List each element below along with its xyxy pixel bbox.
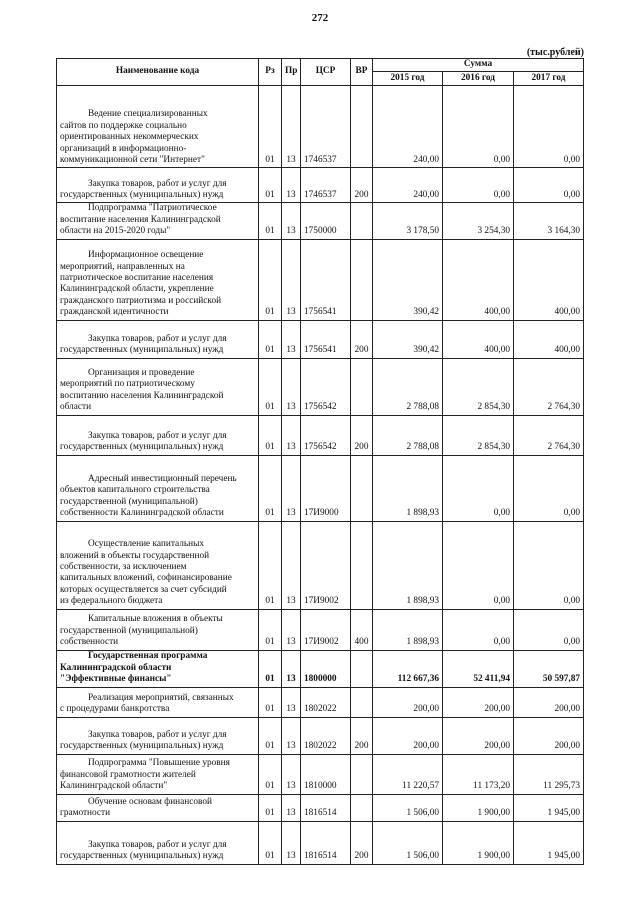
- cell-name-line: государственных (муниципальных) нужд: [60, 190, 224, 200]
- header-pr: Пр: [282, 59, 301, 86]
- cell-rz: 01: [259, 521, 282, 609]
- cell-name-line: Подпрограмма "Повышение уровня: [88, 758, 230, 769]
- cell-name-line: воспитанию населения Калининградской: [60, 390, 224, 401]
- cell-name: [57, 794, 259, 821]
- cell-name-line: собственности: [60, 637, 119, 648]
- header-2015: 2015 год: [373, 72, 443, 86]
- cell-csr: 17И9000: [301, 455, 351, 521]
- cell-name-line: Закупка товаров, работ и услуг для: [88, 729, 227, 740]
- cell-rz: 01: [259, 239, 282, 320]
- header-csr: ЦСР: [301, 59, 351, 86]
- cell-v2016: 0,00: [443, 609, 514, 650]
- cell-vr: 200: [351, 821, 373, 864]
- table-row: [57, 320, 584, 358]
- cell-name-line: мероприятий по патриотическому: [60, 379, 195, 390]
- cell-rz: 01: [259, 754, 282, 794]
- cell-name-line: сайтов по поддержке социально: [60, 120, 187, 131]
- cell-csr: 1756541: [301, 320, 351, 358]
- cell-name: [57, 320, 259, 358]
- cell-pr: 13: [282, 86, 301, 168]
- cell-v2017: 200,00: [514, 717, 584, 754]
- cell-rz: 01: [259, 358, 282, 415]
- cell-rz: 01: [259, 794, 282, 821]
- cell-pr: 13: [282, 168, 301, 203]
- cell-v2016: 3 254,30: [443, 203, 514, 239]
- table-row: [57, 650, 584, 687]
- cell-v2017: 400,00: [514, 239, 584, 320]
- cell-v2016: 200,00: [443, 687, 514, 717]
- cell-name-line: Закупка товаров, работ и услуг для: [88, 178, 227, 189]
- cell-name-line: государственных (муниципальных) нужд: [60, 442, 224, 453]
- cell-csr: 17И9002: [301, 609, 351, 650]
- cell-name-line: воспитание населения Калининградской: [60, 214, 221, 225]
- cell-csr: 1800000: [301, 650, 351, 687]
- cell-name-line: Закупка товаров, работ и услуг для: [88, 333, 227, 344]
- cell-v2016: 11 173,20: [443, 754, 514, 794]
- cell-v2015: 200,00: [373, 687, 443, 717]
- cell-v2016: 2 854,30: [443, 415, 514, 455]
- cell-v2015: 1 898,93: [373, 609, 443, 650]
- cell-name-line: Капитальные вложения в объекты: [88, 614, 223, 625]
- table-header: [57, 59, 584, 86]
- cell-vr: 200: [351, 168, 373, 203]
- cell-pr: 13: [282, 320, 301, 358]
- cell-vr: [351, 521, 373, 609]
- cell-name-line: государственной (муниципальной): [60, 496, 198, 507]
- cell-rz: 01: [259, 717, 282, 754]
- table-row: [57, 203, 584, 239]
- cell-name-line: Реализация мероприятий, связанных: [88, 692, 234, 703]
- cell-v2015: 1 506,00: [373, 821, 443, 864]
- cell-v2017: 0,00: [514, 455, 584, 521]
- cell-v2016: 200,00: [443, 717, 514, 754]
- cell-name-line: области на 2015-2020 годы": [60, 226, 171, 237]
- cell-name-line: Осуществление капитальных: [88, 539, 204, 550]
- cell-vr: [351, 203, 373, 239]
- cell-name: [57, 821, 259, 864]
- cell-name-line: мероприятий, направленных на: [60, 261, 185, 272]
- cell-rz: 01: [259, 687, 282, 717]
- cell-v2015: 2 788,08: [373, 358, 443, 415]
- cell-pr: 13: [282, 203, 301, 239]
- cell-name: [57, 650, 259, 687]
- cell-name-line: Государственная программа: [88, 651, 208, 662]
- cell-v2017: 1 945,00: [514, 821, 584, 864]
- table-row: [57, 168, 584, 203]
- cell-rz: 01: [259, 203, 282, 239]
- header-vr: ВР: [351, 59, 373, 86]
- cell-csr: 1756542: [301, 358, 351, 415]
- cell-v2016: 52 411,94: [443, 650, 514, 687]
- cell-v2017: 0,00: [514, 521, 584, 609]
- cell-v2015: 240,00: [373, 86, 443, 168]
- cell-vr: 200: [351, 320, 373, 358]
- cell-pr: 13: [282, 754, 301, 794]
- cell-rz: 01: [259, 821, 282, 864]
- cell-name-line: Подпрограмма "Патриотическое: [88, 203, 217, 214]
- cell-vr: 200: [351, 415, 373, 455]
- cell-name: [57, 203, 259, 239]
- cell-rz: 01: [259, 609, 282, 650]
- cell-v2015: 1 898,93: [373, 455, 443, 521]
- cell-name-line: финансовой грамотности жителей: [60, 769, 196, 780]
- cell-v2016: 0,00: [443, 455, 514, 521]
- cell-rz: 01: [259, 86, 282, 168]
- cell-name-line: организаций в информационно-: [60, 143, 187, 154]
- cell-vr: [351, 358, 373, 415]
- cell-name-line: собственности Калининградской области: [60, 508, 224, 519]
- table-row: [57, 609, 584, 650]
- cell-rz: 01: [259, 455, 282, 521]
- cell-name-line: Закупка товаров, работ и услуг для: [88, 839, 227, 850]
- cell-csr: 1746537: [301, 168, 351, 203]
- cell-pr: 13: [282, 687, 301, 717]
- cell-name-line: которых осуществляется за счет субсидий: [60, 584, 227, 595]
- cell-csr: 1810000: [301, 754, 351, 794]
- cell-name-line: вложений в объекты государственной: [60, 550, 210, 561]
- cell-name: [57, 86, 259, 168]
- cell-v2015: 11 220,57: [373, 754, 443, 794]
- cell-name-line: гражданской идентичности: [60, 307, 169, 318]
- table-row: [57, 455, 584, 521]
- cell-rz: 01: [259, 415, 282, 455]
- header-2017: 2017 год: [514, 72, 584, 86]
- cell-v2017: 400,00: [514, 320, 584, 358]
- cell-v2016: 1 900,00: [443, 794, 514, 821]
- cell-vr: [351, 86, 373, 168]
- budget-table: [56, 58, 584, 865]
- cell-name-line: Калининградской области": [60, 781, 168, 792]
- cell-v2017: 200,00: [514, 687, 584, 717]
- cell-v2017: 2 764,30: [514, 415, 584, 455]
- cell-vr: [351, 794, 373, 821]
- cell-name-line: области: [60, 402, 92, 413]
- cell-name-line: Ведение специализированных: [88, 109, 208, 120]
- cell-vr: [351, 455, 373, 521]
- cell-name-line: "Эффективные финансы": [60, 674, 172, 685]
- cell-csr: 1802022: [301, 687, 351, 717]
- cell-pr: 13: [282, 821, 301, 864]
- cell-name-line: коммуникационной сети "Интернет": [60, 155, 205, 165]
- cell-v2017: 1 945,00: [514, 794, 584, 821]
- table-row: [57, 821, 584, 864]
- cell-rz: 01: [259, 650, 282, 687]
- cell-name: [57, 717, 259, 754]
- cell-rz: 01: [259, 168, 282, 203]
- cell-v2016: 400,00: [443, 320, 514, 358]
- cell-vr: [351, 754, 373, 794]
- header-2016: 2016 год: [443, 72, 514, 86]
- cell-pr: 13: [282, 415, 301, 455]
- cell-name-line: государственных (муниципальных) нужд: [60, 851, 224, 862]
- cell-pr: 13: [282, 717, 301, 754]
- cell-name-line: Закупка товаров, работ и услуг для: [88, 430, 227, 441]
- cell-v2015: 390,42: [373, 239, 443, 320]
- cell-name-line: объектов капитального строительства: [60, 485, 210, 496]
- cell-name-line: гражданского патриотизма и российской: [60, 295, 222, 306]
- cell-name-line: Информационное освещение: [88, 250, 204, 261]
- cell-v2017: 50 597,87: [514, 650, 584, 687]
- cell-v2015: 2 788,08: [373, 415, 443, 455]
- cell-pr: 13: [282, 455, 301, 521]
- cell-name: [57, 455, 259, 521]
- cell-csr: 1756541: [301, 239, 351, 320]
- cell-name: [57, 754, 259, 794]
- cell-v2015: 1 506,00: [373, 794, 443, 821]
- table-row: [57, 794, 584, 821]
- cell-v2015: 112 667,36: [373, 650, 443, 687]
- cell-v2016: 0,00: [443, 86, 514, 168]
- cell-v2015: 3 178,50: [373, 203, 443, 239]
- cell-v2016: 0,00: [443, 168, 514, 203]
- table-body: [57, 86, 584, 864]
- header-name: Наименование кода: [57, 59, 259, 86]
- table-row: [57, 239, 584, 320]
- cell-v2017: 0,00: [514, 609, 584, 650]
- cell-name-line: Организация и проведение: [88, 368, 195, 378]
- cell-v2016: 0,00: [443, 521, 514, 609]
- cell-v2017: 2 764,30: [514, 358, 584, 415]
- cell-v2016: 2 854,30: [443, 358, 514, 415]
- header-rz: Рз: [259, 59, 282, 86]
- cell-name-line: патриотическое воспитание населения: [60, 273, 214, 283]
- cell-vr: 200: [351, 717, 373, 754]
- page-number: 272: [311, 12, 329, 24]
- table-row: [57, 358, 584, 415]
- cell-pr: 13: [282, 650, 301, 687]
- cell-name-line: с процедурами банкротства: [60, 704, 170, 715]
- cell-name-line: ориентированных некоммерческих: [60, 132, 199, 143]
- cell-name-line: государственной (муниципальной): [60, 625, 198, 636]
- cell-vr: [351, 650, 373, 687]
- cell-name: [57, 521, 259, 609]
- cell-csr: 17И9002: [301, 521, 351, 609]
- cell-pr: 13: [282, 358, 301, 415]
- cell-name: [57, 358, 259, 415]
- cell-name: [57, 609, 259, 650]
- cell-csr: 1802022: [301, 717, 351, 754]
- cell-v2015: 200,00: [373, 717, 443, 754]
- cell-pr: 13: [282, 609, 301, 650]
- cell-name: [57, 687, 259, 717]
- units-label: (тыс.рублей): [526, 47, 584, 58]
- cell-v2017: 0,00: [514, 168, 584, 203]
- cell-v2016: 400,00: [443, 239, 514, 320]
- cell-name-line: собственности, за исключением: [60, 562, 187, 572]
- cell-v2017: 3 164,30: [514, 203, 584, 239]
- cell-name-line: государственных (муниципальных) нужд: [60, 345, 224, 356]
- table-row: [57, 717, 584, 754]
- cell-vr: [351, 239, 373, 320]
- cell-csr: 1750000: [301, 203, 351, 239]
- table-row: [57, 687, 584, 717]
- cell-name-line: Калининградской области, укрепление: [60, 284, 214, 295]
- cell-pr: 13: [282, 794, 301, 821]
- cell-pr: 13: [282, 239, 301, 320]
- cell-pr: 13: [282, 521, 301, 609]
- cell-name: [57, 168, 259, 203]
- cell-csr: 1756542: [301, 415, 351, 455]
- table-row: [57, 86, 584, 168]
- cell-v2017: 0,00: [514, 86, 584, 168]
- cell-name-line: государственных (муниципальных) нужд: [60, 741, 224, 752]
- cell-v2015: 1 898,93: [373, 521, 443, 609]
- header-sum: Сумма: [373, 59, 584, 72]
- cell-name-line: капитальных вложений, софинансирование: [60, 573, 232, 584]
- cell-csr: 1816514: [301, 794, 351, 821]
- cell-csr: 1816514: [301, 821, 351, 864]
- cell-v2015: 240,00: [373, 168, 443, 203]
- cell-name-line: из федерального бюджета: [60, 596, 163, 607]
- cell-v2015: 390,42: [373, 320, 443, 358]
- cell-name-line: Калининградской области: [60, 662, 172, 673]
- cell-name-line: грамотности: [60, 808, 111, 819]
- cell-name: [57, 415, 259, 455]
- cell-name: [57, 239, 259, 320]
- cell-name-line: Обучение основам финансовой: [88, 796, 212, 807]
- cell-vr: 400: [351, 609, 373, 650]
- cell-rz: 01: [259, 320, 282, 358]
- cell-name-line: Адресный инвестиционный перечень: [88, 474, 237, 484]
- cell-vr: [351, 687, 373, 717]
- table-row: [57, 521, 584, 609]
- cell-v2016: 1 900,00: [443, 821, 514, 864]
- cell-v2017: 11 295,73: [514, 754, 584, 794]
- table-row: [57, 415, 584, 455]
- table-row: [57, 754, 584, 794]
- cell-csr: 1746537: [301, 86, 351, 168]
